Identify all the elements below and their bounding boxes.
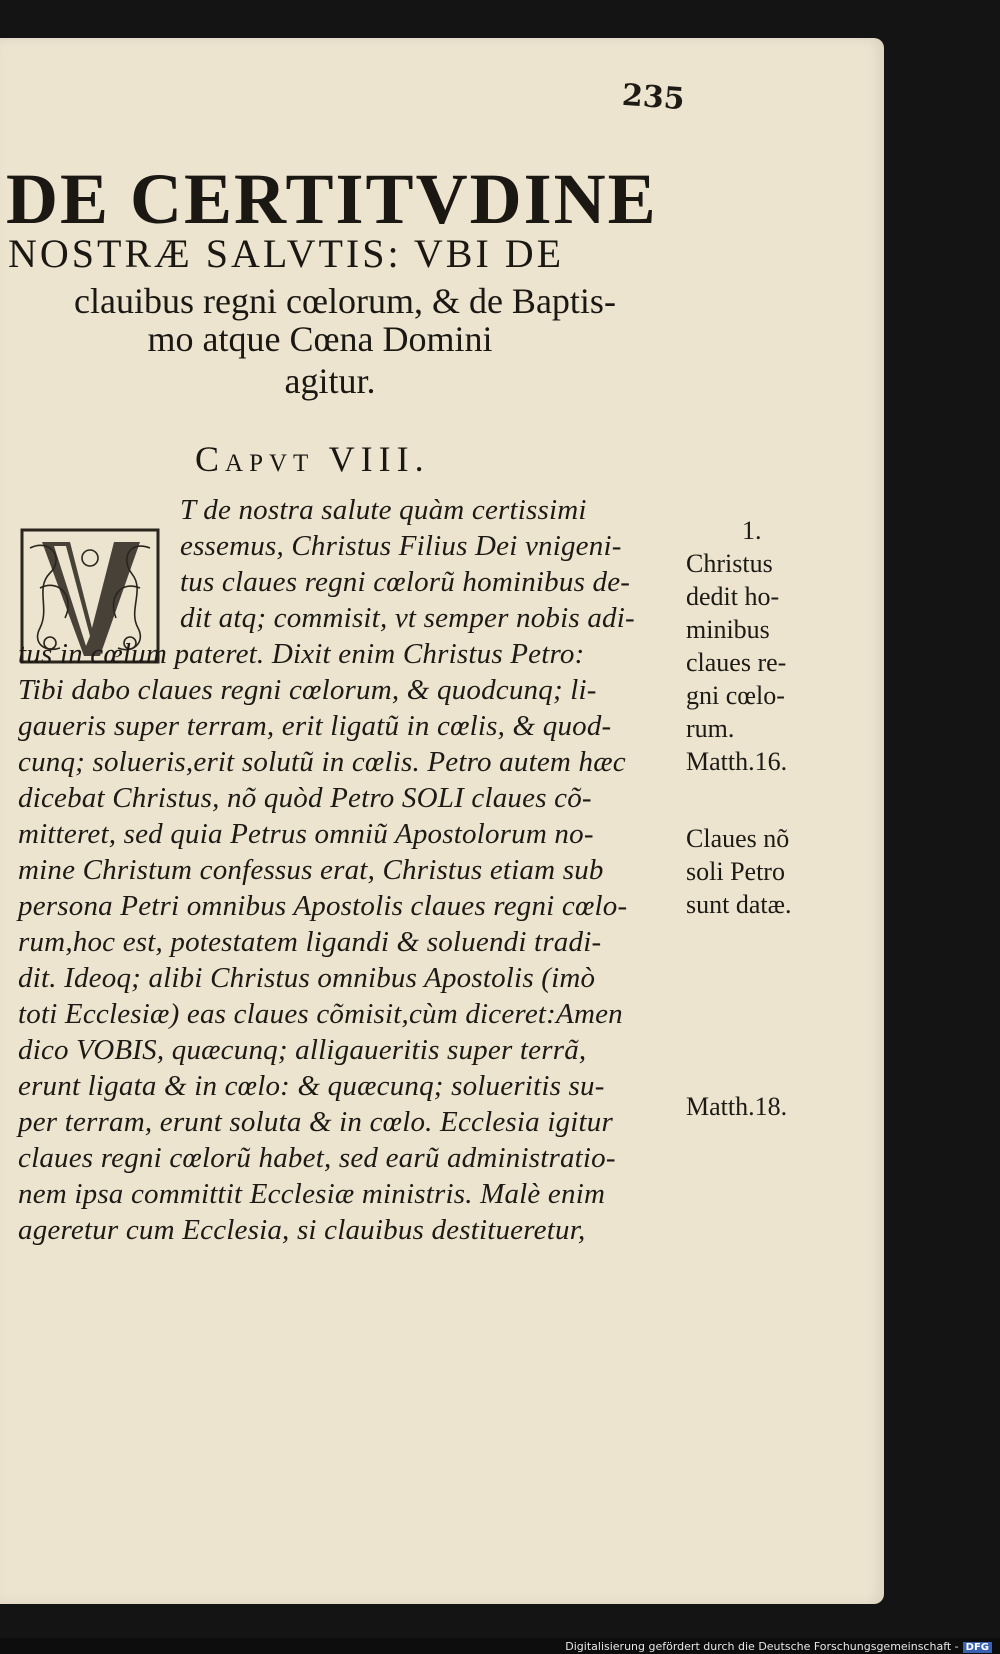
body-line: erunt ligata & in cœlo: & quæcunq; solueritis su- (18, 1070, 605, 1102)
margin-note-line: Matth.18. (686, 1092, 788, 1121)
footer-credit (565, 1640, 992, 1653)
body-line: toti Ecclesiæ) eas claues cõmisit,cùm diceret:Amen (18, 998, 623, 1030)
margin-note-matth-18 (686, 1090, 856, 1123)
body-line: dico VOBIS, quæcunq; alligaueritis super terrã, (18, 1034, 587, 1066)
body-line: dit atq; commisit, vt semper nobis adi- (180, 602, 635, 634)
margin-note-line: Matth.16. (686, 747, 788, 776)
body-line: nem ipsa committit Ecclesiæ ministris. Malè enim (18, 1178, 606, 1210)
heading-line-3: clauibus regni cœlorum, & de Baptis- (74, 281, 616, 321)
body-line: gaueris super terram, erit ligatũ in cœlis, & quod- (18, 710, 612, 742)
margin-note-line: sunt datæ. (686, 890, 792, 919)
body-line: tus claues regni cœlorũ hominibus de- (180, 566, 631, 598)
chapter-heading: Capvt VIII. (195, 439, 430, 479)
margin-note-line: Christus (686, 549, 773, 578)
body-line: mine Christum confessus erat, Christus etiam sub (18, 854, 604, 886)
margin-note-line: claues re- (686, 648, 787, 677)
body-line: cunq; solueris,erit solutũ in cœlis. Petro autem hæc (18, 746, 626, 778)
heading-line-5: agitur. (284, 361, 376, 401)
body-line: essemus, Christus Filius Dei vnigeni- (180, 530, 622, 562)
body-line: tus in cœlum pateret. Dixit enim Christus Petro: (18, 638, 585, 670)
margin-note-line: gni cœlo- (686, 681, 785, 710)
body-line: dicebat Christus, nõ quòd Petro SOLI claues cõ- (18, 782, 592, 814)
margin-note-christus (686, 514, 856, 778)
heading-line-4: mo atque Cœna Domini (147, 319, 493, 359)
heading-line-1: DE CERTITVDINE (6, 159, 658, 239)
body-line: rum,hoc est, potestatem ligandi & soluendi tradi- (18, 926, 602, 958)
margin-note-claues (686, 822, 856, 921)
margin-note-line: soli Petro (686, 857, 785, 886)
body-line: dit. Ideoq; alibi Christus omnibus Apostolis (imò (18, 962, 596, 994)
footer-bar (0, 1638, 1000, 1654)
margin-note-line: 1. (742, 516, 762, 545)
margin-note-line: dedit ho- (686, 582, 780, 611)
body-line: T de nostra salute quàm certissimi (180, 494, 587, 526)
page-number: 235 (620, 77, 686, 118)
body-line: mitteret, sed quia Petrus omniũ Apostolorum no- (18, 818, 594, 850)
heading-line-2: NOSTRÆ SALVTIS: VBI DE (8, 231, 565, 276)
body-line: Tibi dabo claues regni cœlorum, & quodcunq; li- (18, 674, 597, 706)
body-line: ageretur cum Ecclesia, si clauibus destitueretur, (18, 1214, 586, 1246)
margin-note-line: minibus (686, 615, 770, 644)
body-line: claues regni cœlorũ habet, sed earũ administratio- (18, 1142, 616, 1174)
footer-credit-text: Digitalisierung gefördert durch die Deutsche Forschungsgemeinschaft - (565, 1640, 959, 1653)
margin-note-line: Claues nõ (686, 824, 790, 853)
dfg-logo-icon: DFG (963, 1642, 992, 1653)
margin-note-line: rum. (686, 714, 735, 743)
body-line: persona Petri omnibus Apostolis claues regni cœlo- (18, 890, 628, 922)
body-line: per terram, erunt soluta & in cœlo. Ecclesia igitur (18, 1106, 613, 1138)
